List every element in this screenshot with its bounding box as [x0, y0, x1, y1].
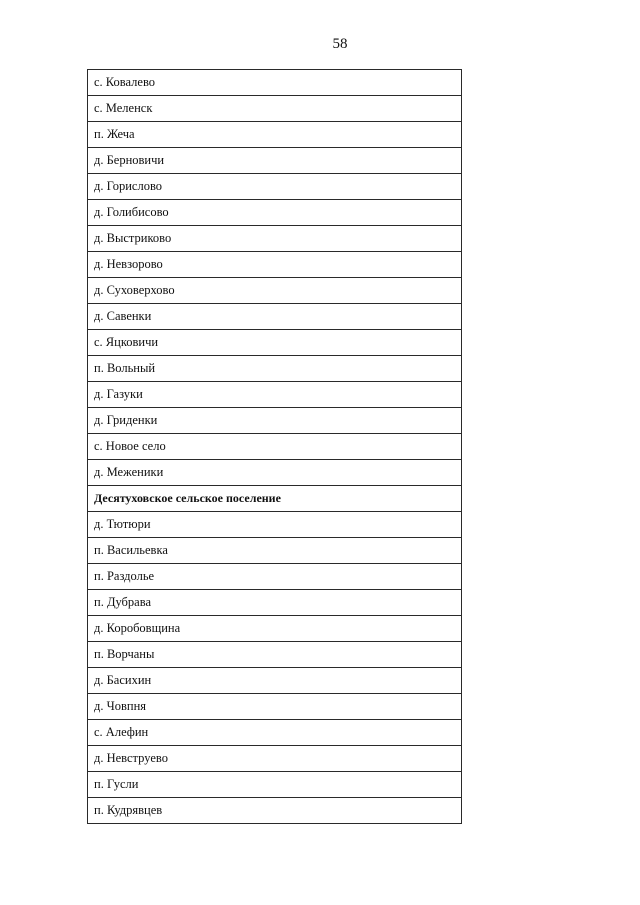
- table-row: [88, 538, 462, 564]
- settlement-cell: п. Вольный: [88, 356, 462, 382]
- page-number: 58: [332, 36, 348, 52]
- settlement-cell: п. Кудрявцев: [88, 798, 462, 824]
- settlement-cell: д. Басихин: [88, 668, 462, 694]
- table-row: [88, 564, 462, 590]
- settlement-cell: п. Раздолье: [88, 564, 462, 590]
- table-row: [88, 720, 462, 746]
- settlement-cell: д. Выстриково: [88, 226, 462, 252]
- table-row: [88, 70, 462, 96]
- settlement-cell: д. Меженики: [88, 460, 462, 486]
- settlement-cell: д. Газуки: [88, 382, 462, 408]
- settlement-cell: п. Ворчаны: [88, 642, 462, 668]
- settlement-cell: д. Човпня: [88, 694, 462, 720]
- settlement-table: [87, 69, 462, 824]
- settlement-cell: п. Гусли: [88, 772, 462, 798]
- settlement-cell: д. Невзорово: [88, 252, 462, 278]
- table-row: [88, 408, 462, 434]
- settlement-cell: с. Меленск: [88, 96, 462, 122]
- settlement-cell: п. Жеча: [88, 122, 462, 148]
- settlement-cell: д. Гриденки: [88, 408, 462, 434]
- settlement-cell: д. Берновичи: [88, 148, 462, 174]
- settlement-cell: п. Дубрава: [88, 590, 462, 616]
- table-row: [88, 356, 462, 382]
- table-row: [88, 694, 462, 720]
- table-row: [88, 226, 462, 252]
- settlement-cell: д. Коробовщина: [88, 616, 462, 642]
- table-row: [88, 330, 462, 356]
- table-row: [88, 798, 462, 824]
- settlement-rows: [88, 70, 462, 824]
- settlement-cell: д. Суховерхово: [88, 278, 462, 304]
- table-row: [88, 772, 462, 798]
- settlement-cell: д. Горислово: [88, 174, 462, 200]
- settlement-cell: с. Ковалево: [88, 70, 462, 96]
- table-row: [88, 434, 462, 460]
- settlement-cell: с. Новое село: [88, 434, 462, 460]
- table-row: [88, 668, 462, 694]
- settlement-cell: п. Васильевка: [88, 538, 462, 564]
- settlement-cell: д. Невструево: [88, 746, 462, 772]
- table-row: [88, 590, 462, 616]
- table-row: [88, 174, 462, 200]
- settlement-cell: д. Тютюри: [88, 512, 462, 538]
- section-header-cell: Десятуховское сельское поселение: [88, 486, 462, 512]
- table-row: [88, 746, 462, 772]
- table-row: [88, 96, 462, 122]
- settlement-cell: д. Голибисово: [88, 200, 462, 226]
- table-row: [88, 148, 462, 174]
- table-row: [88, 304, 462, 330]
- table-row: [88, 512, 462, 538]
- settlement-cell: д. Савенки: [88, 304, 462, 330]
- table-row: [88, 122, 462, 148]
- table-row: [88, 460, 462, 486]
- settlement-cell: с. Алефин: [88, 720, 462, 746]
- table-row: [88, 278, 462, 304]
- table-row: [88, 616, 462, 642]
- settlement-cell: с. Яцковичи: [88, 330, 462, 356]
- table-row: [88, 200, 462, 226]
- section-header-row: [88, 486, 462, 512]
- table-row: [88, 252, 462, 278]
- table-row: [88, 642, 462, 668]
- table-row: [88, 382, 462, 408]
